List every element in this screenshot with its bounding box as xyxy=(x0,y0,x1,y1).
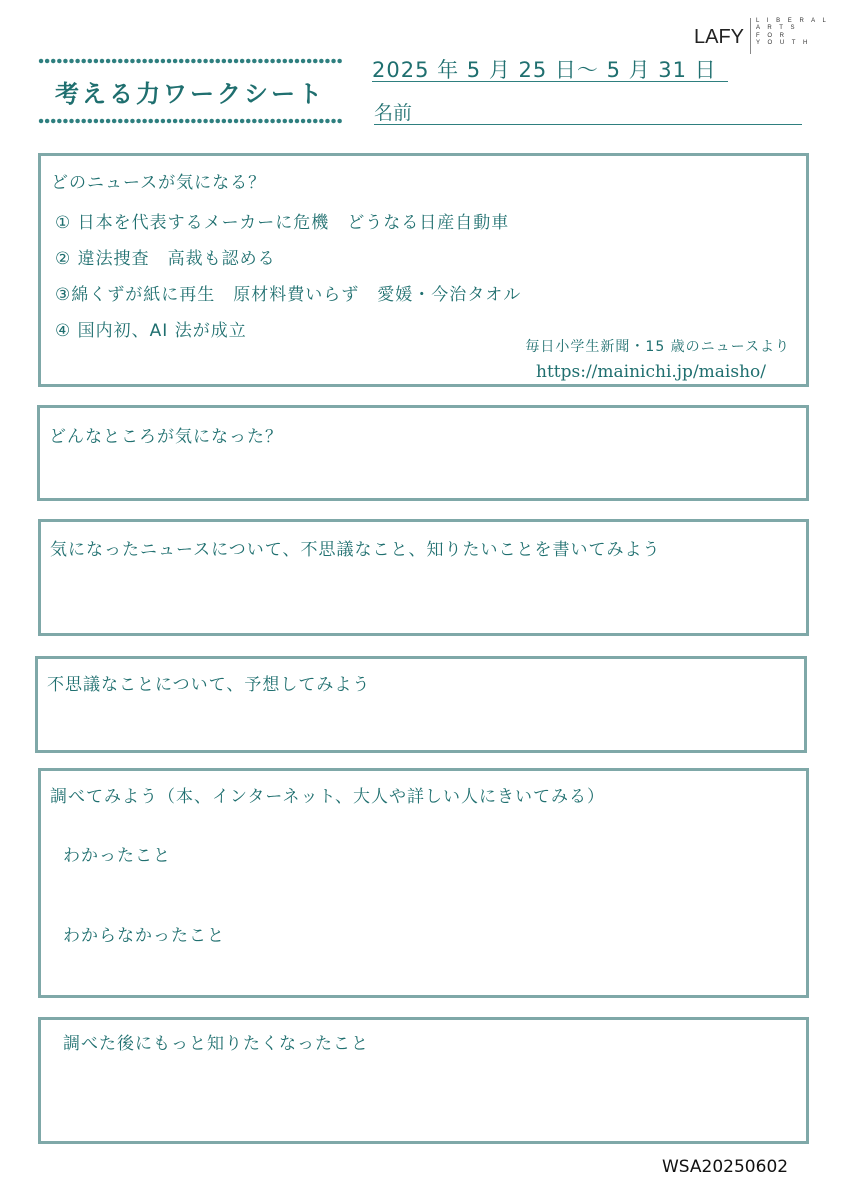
worksheet-title-block xyxy=(38,58,342,126)
not-understood-label: わからなかったこと xyxy=(63,926,225,946)
name-label: 名前 xyxy=(374,102,413,124)
logo-divider xyxy=(750,18,751,54)
research-box[interactable] xyxy=(38,768,809,998)
understood-label: わかったこと xyxy=(63,846,171,866)
wonder-box[interactable] xyxy=(38,519,809,636)
more-to-learn-prompt: 調べた後にもっと知りたくなったこと xyxy=(63,1034,369,1054)
research-prompt: 調べてみよう（本、インターネット、大人や詳しい人にきいてみる） xyxy=(50,787,605,807)
dotted-border-top xyxy=(38,58,342,64)
logo-tagline: L I B E R A L A R T S F O R Y O U T H xyxy=(756,18,829,47)
interest-prompt: どんなところが気になった？ xyxy=(49,427,283,447)
interest-box[interactable] xyxy=(37,405,809,501)
dotted-border-bottom xyxy=(38,118,342,124)
news-item-3: ③綿くずが紙に再生 原材料費いらず 愛媛・今治タオル xyxy=(55,285,522,305)
more-to-learn-box[interactable] xyxy=(38,1017,809,1144)
worksheet-code: WSA20250602 xyxy=(662,1157,789,1177)
news-item-4: ④ 国内初、AI 法が成立 xyxy=(55,321,247,341)
predict-box[interactable] xyxy=(35,656,807,753)
news-item-1: ① 日本を代表するメーカーに危機 どうなる日産自動車 xyxy=(55,213,510,233)
news-question: どのニュースが気になる？ xyxy=(51,173,267,193)
name-field[interactable] xyxy=(374,98,802,125)
news-choice-box xyxy=(38,153,809,387)
worksheet-title: 考える力ワークシート xyxy=(55,80,325,108)
logo-mark: LAFY xyxy=(694,26,745,48)
news-source: 毎日小学生新聞・15 歳のニュースより xyxy=(525,339,790,355)
news-url[interactable]: https://mainichi.jp/maisho/ xyxy=(536,362,766,382)
date-range: 2025 年 5 月 25 日～ 5 月 31 日 xyxy=(372,54,728,82)
wonder-prompt: 気になったニュースについて、不思議なこと、知りたいことを書いてみよう xyxy=(50,540,661,560)
news-item-2: ② 違法捜査 高裁も認める xyxy=(55,249,276,269)
predict-prompt: 不思議なことについて、予想してみよう xyxy=(47,675,371,695)
